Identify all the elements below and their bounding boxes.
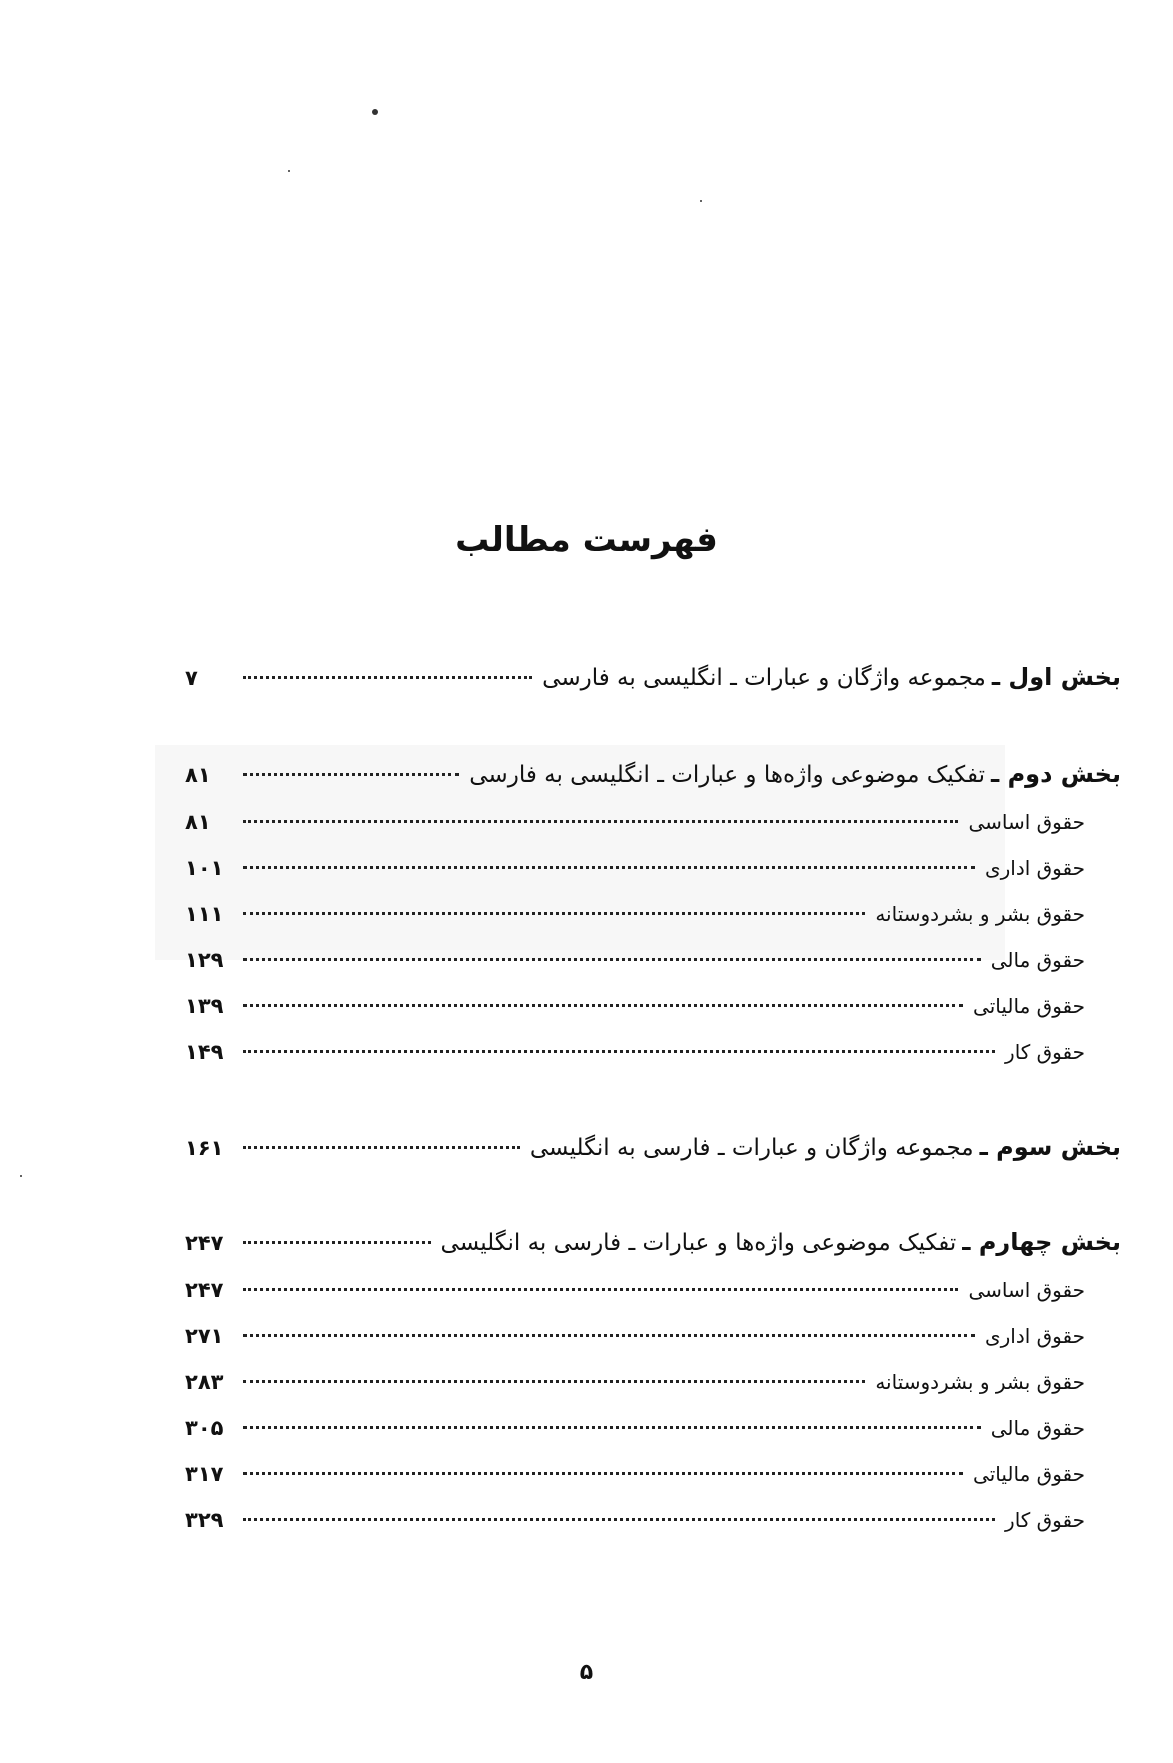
page-reference: ۲۴۷ bbox=[185, 1278, 224, 1302]
toc-entry-sub bbox=[185, 810, 1091, 834]
dot-leader bbox=[243, 1334, 975, 1337]
section-label: بخش چهارم ـ bbox=[962, 1228, 1121, 1256]
section-label: بخش سوم ـ bbox=[979, 1133, 1121, 1161]
subsection-title: حقوق مالیاتی bbox=[973, 994, 1085, 1018]
section-title: مجموعه واژگان و عبارات ـ انگلیسی به فارسی bbox=[542, 665, 986, 691]
dot-leader bbox=[243, 1004, 963, 1007]
page-reference: ۷ bbox=[185, 666, 198, 690]
toc-entry-sub bbox=[185, 1370, 1091, 1394]
toc-entry-main bbox=[185, 1228, 1121, 1256]
dot-leader bbox=[243, 1426, 981, 1429]
section-label: بخش اول ـ bbox=[991, 663, 1121, 691]
toc-entry-main bbox=[185, 663, 1121, 691]
page-reference: ۱۶۱ bbox=[185, 1136, 224, 1160]
page-reference: ۱۲۹ bbox=[185, 948, 224, 972]
scan-speck bbox=[20, 1175, 22, 1177]
page-reference: ۳۱۷ bbox=[185, 1462, 224, 1486]
page-reference: ۲۴۷ bbox=[185, 1231, 224, 1255]
toc-entry-sub bbox=[185, 1278, 1091, 1302]
section-title: مجموعه واژگان و عبارات ـ فارسی به انگلیسی bbox=[529, 1135, 974, 1161]
dot-leader bbox=[243, 1241, 431, 1244]
subsection-title: حقوق اساسی bbox=[968, 810, 1085, 834]
dot-leader bbox=[243, 773, 459, 776]
scan-speck bbox=[288, 170, 290, 172]
dot-leader bbox=[243, 1146, 520, 1149]
page-reference: ۸۱ bbox=[185, 810, 211, 834]
subsection-title: حقوق مالی bbox=[990, 1416, 1085, 1440]
subsection-title: حقوق اداری bbox=[984, 1324, 1085, 1348]
subsection-title: حقوق بشر و بشردوستانه bbox=[875, 902, 1085, 926]
dot-leader bbox=[243, 866, 975, 869]
toc-entry-sub bbox=[185, 1462, 1091, 1486]
dot-leader bbox=[243, 912, 865, 915]
page-reference: ۱۱۱ bbox=[185, 902, 224, 926]
page-reference: ۳۲۹ bbox=[185, 1508, 224, 1532]
toc-entry-sub bbox=[185, 1508, 1091, 1532]
dot-leader bbox=[243, 820, 958, 823]
dot-leader bbox=[243, 1288, 958, 1291]
page-title: فهرست مطالب bbox=[455, 520, 718, 560]
dot-leader bbox=[243, 1050, 995, 1053]
subsection-title: حقوق اساسی bbox=[968, 1278, 1085, 1302]
subsection-title: حقوق بشر و بشردوستانه bbox=[875, 1370, 1085, 1394]
dot-leader bbox=[243, 958, 981, 961]
toc-entry-sub bbox=[185, 1040, 1091, 1064]
subsection-title: حقوق مالیاتی bbox=[973, 1462, 1085, 1486]
toc-entry-main bbox=[185, 760, 1121, 788]
toc-entry-sub bbox=[185, 948, 1091, 972]
toc-entry-main bbox=[185, 1133, 1121, 1161]
page-reference: ۱۴۹ bbox=[185, 1040, 224, 1064]
page-reference: ۲۷۱ bbox=[185, 1324, 224, 1348]
subsection-title: حقوق اداری bbox=[984, 856, 1085, 880]
page-reference: ۳۰۵ bbox=[185, 1416, 224, 1440]
toc-entry-sub bbox=[185, 902, 1091, 926]
section-title: تفکیک موضوعی واژه‌ها و عبارات ـ فارسی به انگلیسی bbox=[440, 1230, 957, 1256]
toc-entry-sub bbox=[185, 1416, 1091, 1440]
subsection-title: حقوق کار bbox=[1005, 1508, 1085, 1532]
dot-leader bbox=[243, 1518, 995, 1521]
dot-leader bbox=[243, 676, 532, 679]
page-number: ۵ bbox=[579, 1660, 594, 1685]
toc-entry-sub bbox=[185, 856, 1091, 880]
scan-speck bbox=[372, 109, 378, 115]
dot-leader bbox=[243, 1472, 963, 1475]
page-reference: ۲۸۳ bbox=[185, 1370, 224, 1394]
toc-entry-sub bbox=[185, 1324, 1091, 1348]
page-reference: ۱۰۱ bbox=[185, 856, 224, 880]
section-label: بخش دوم ـ bbox=[991, 760, 1121, 788]
subsection-title: حقوق مالی bbox=[990, 948, 1085, 972]
page-reference: ۱۳۹ bbox=[185, 994, 224, 1018]
toc-entry-sub bbox=[185, 994, 1091, 1018]
subsection-title: حقوق کار bbox=[1005, 1040, 1085, 1064]
section-title: تفکیک موضوعی واژه‌ها و عبارات ـ انگلیسی به فارسی bbox=[469, 762, 986, 788]
page-reference: ۸۱ bbox=[185, 763, 211, 787]
dot-leader bbox=[243, 1380, 865, 1383]
scan-speck bbox=[700, 200, 702, 202]
